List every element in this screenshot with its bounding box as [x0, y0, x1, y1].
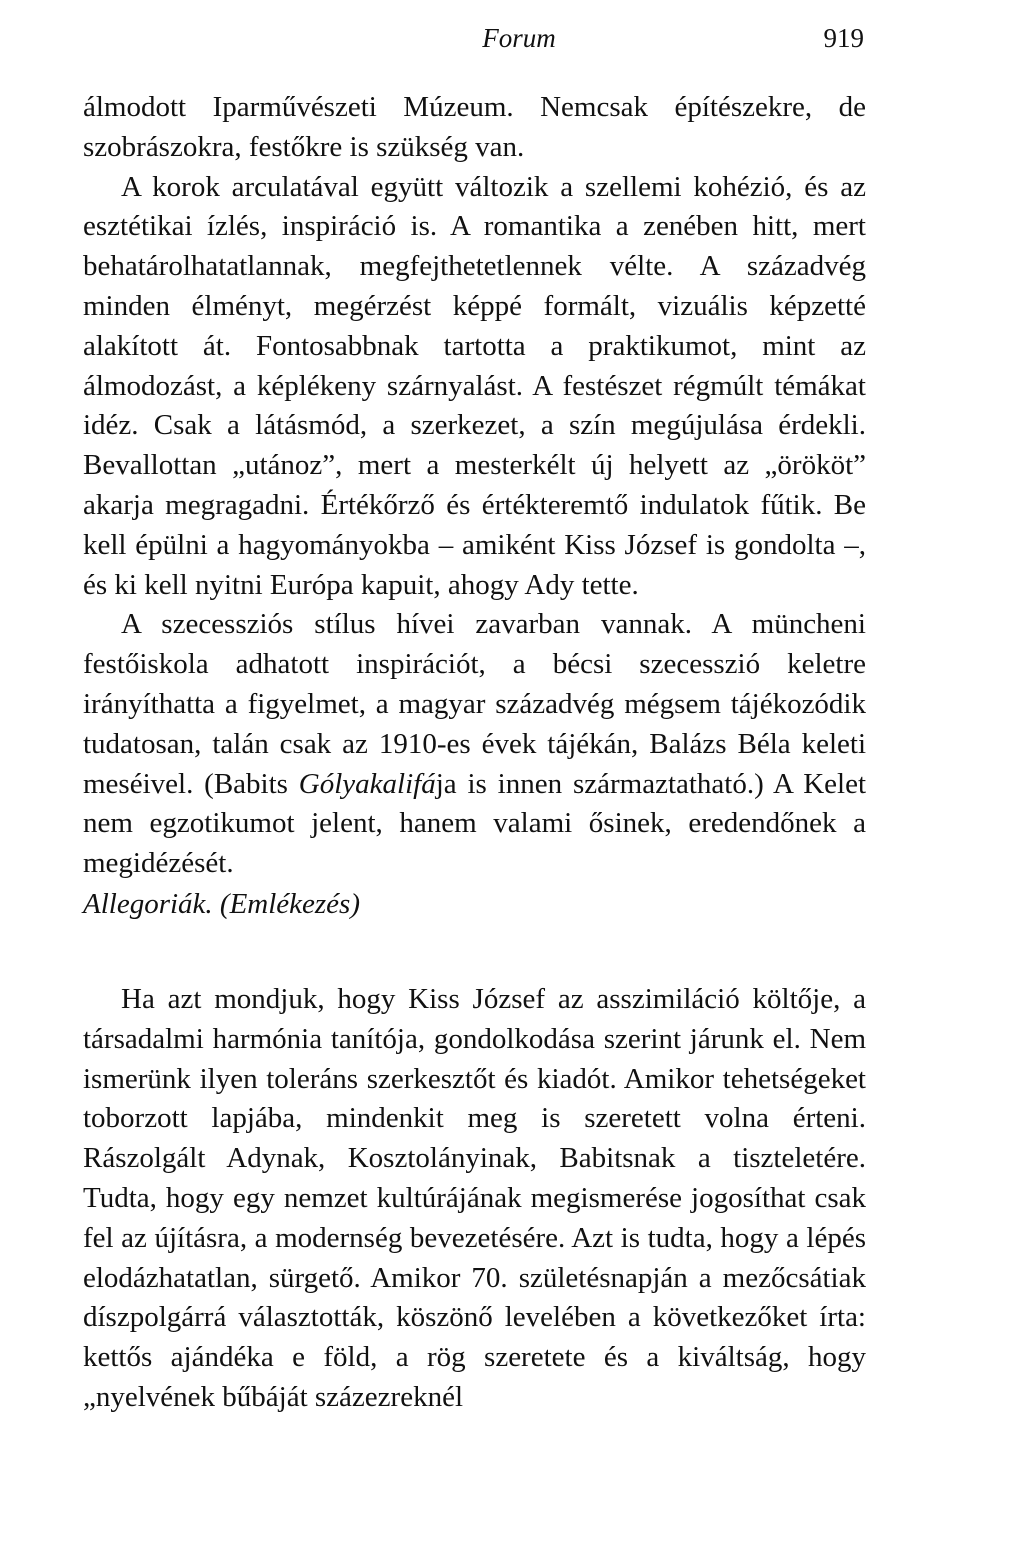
- paragraph: Ha azt mondjuk, hogy Kiss József az asszimiláció költője, a társadalmi harmónia tanítója, gondolkodása szerint járunk el. Nem ismerünk ilyen toleráns szerkesztőt és kiadót. Amikor tehetségeket toborzott lapjába, mindenkit meg is szeretett volna érteni. Rászolgált Adynak, Kosztolányinak, Babitsnak a tiszteletére. Tudta, hogy egy nemzet kultúrájának megismerése jogosíthat csak fel az újításra, a modernség bevezetésére. Azt is tudta, hogy a lépés elodázhatatlan, sürgető. Amikor 70. születésnapján a mezőcsátiak díszpolgárrá választották, köszönő levelében a következőket írta: kettős ajándéka e föld, a rög szeretete és a kiváltság, hogy „nyelvének bűbáját százezreknél: [83, 982, 866, 1413]
- running-head: [0, 18, 1024, 58]
- page-number: 919: [823, 23, 864, 53]
- italic-title: Gólyakalifá: [298, 767, 436, 800]
- section-heading: Allegoriák. (Emlékezés): [83, 887, 361, 920]
- paragraph-continued: álmodott Iparművészeti Múzeum. Nemcsak építészekre, de szobrászokra, festőkre is szükség van.: [83, 91, 866, 163]
- text-run: ja is innen származtatható.) A Kelet nem egzotikumot jelent, hanem valami ősinek, eredendőnek a megidézését.: [83, 767, 866, 880]
- paragraph: A korok arculatával együtt változik a szellemi kohézió, és az esztétikai ízlés, inspiráció is. A romantika a zenében hitt, mert behatárolhatatlannak, megfejthetetlennek vélte. A századvég minden élményt, megérzést képpé formált, vizuális képzetté alakított át. Fontosabbnak tartotta a praktikumot, mint az álmodozást, a képlékeny szárnyalást. A festészet régmúlt témákat idéz. Csak a látásmód, a szerkezet, a szín megújulása érdekli. Bevallottan „utánoz”, mert a mesterkélt új helyett az „örököt” akarja megragadni. Értékőrző és értékteremtő indulatok fűtik. Be kell épülni a hagyományokba – amiként Kiss József is gondolta –, és ki kell nyitni Európa kapuit, ahogy Ady tette.: [83, 170, 866, 601]
- text-run: A szecessziós stílus hívei zavarban vannak. A müncheni festőiskola adhatott inspirációt, a bécsi szecesszió keletre irányíthatta a figyelmet, a magyar századvég mégsem tájékozódik tudatosan, talán csak az 1910-es évek tájékán, Balázs Béla keleti meséivel. (Babits: [83, 608, 866, 800]
- paragraph: [83, 605, 866, 884]
- running-title: Forum: [482, 23, 556, 53]
- body-text: [83, 88, 866, 1418]
